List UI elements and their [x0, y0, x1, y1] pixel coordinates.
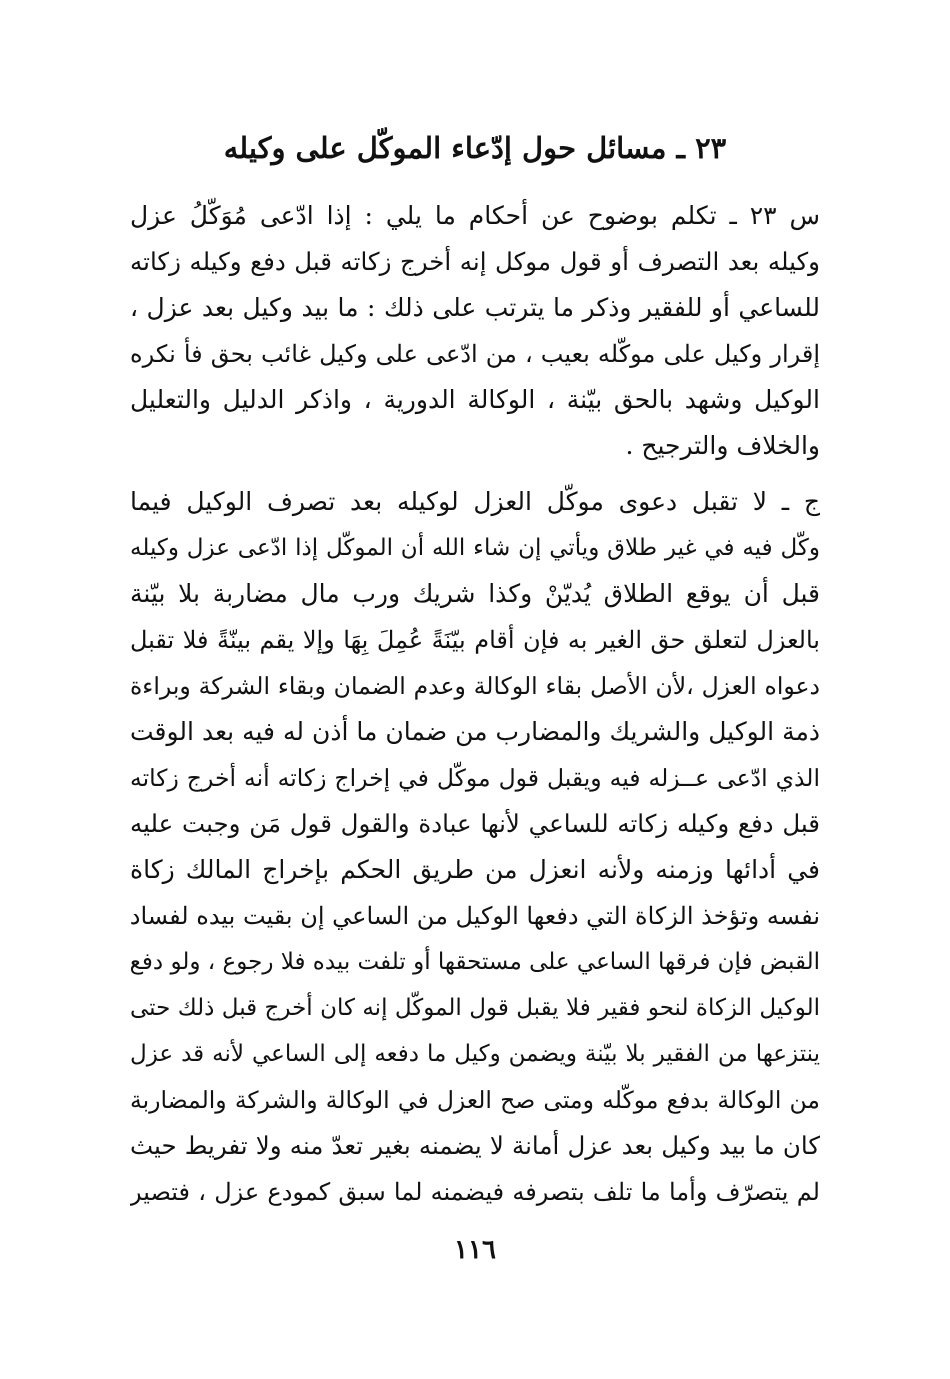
answer-line: بالعزل لتعلق حق الغير به فإن أقام بيّنَةً عُمِلَ بِهَا وإلا يقم بينّةً فلا تقبل	[130, 626, 820, 654]
answer-line: نفسه وتؤخذ الزكاة التي دفعها الوكيل من الساعي إن بقيت بيده لفساد	[130, 902, 820, 930]
answer-line: من الوكالة بدفع موكّله ومتى صح العزل في الوكالة والشركة والمضاربة	[130, 1086, 820, 1114]
answer-line: القبض فإن فرقها الساعي على مستحقها أو تلفت بيده فلا رجوع ، ولو دفع	[130, 949, 820, 975]
answer-line: قبل دفع وكيله زكاته للساعي لأنها عبادة والقول قول مَن وجبت عليه	[130, 809, 820, 838]
question-line: س ٢٣ ـ تكلم بوضوح عن أحكام ما يلي : إذا ادّعى مُوَكّلُ عزل	[130, 201, 820, 230]
answer-line: لم يتصرّف وأما ما تلف بتصرفه فيضمنه لما سبق كمودع عزل ، فتصير	[130, 1178, 820, 1206]
question-line: للساعي أو للفقير وذكر ما يترتب على ذلك : ما بيد وكيل بعد عزل ،	[130, 293, 820, 322]
answer-line: ج ـ لا تقبل دعوى موكّل العزل لوكيله بعد تصرف الوكيل فيما	[130, 487, 820, 516]
question-line: وكيله بعد التصرف أو قول موكل إنه أخرج زكاته قبل دفع وكيله زكاته	[130, 247, 820, 276]
answer-line: ينتزعها من الفقير بلا بيّنة ويضمن وكيل ما دفعه إلى الساعي لأنه قد عزل	[130, 1041, 820, 1067]
answer-line: الذي ادّعى عــزله فيه ويقبل قول موكّل في إخراج زكاته أنه أخرج زكاته	[130, 764, 820, 792]
question-line: والخلاف والترجيح .	[625, 431, 820, 460]
page-number: ١١٦	[454, 1235, 496, 1265]
answer-line: دعواه العزل ،لأن الأصل بقاء الوكالة وعدم الضمان وبقاء الشركة وبراءة	[130, 672, 820, 700]
answer-line: وكّل فيه في غير طلاق ويأتي إن شاء الله أن الموكّل إذا ادّعى عزل وكيله	[130, 535, 820, 561]
answer-line: ذمة الوكيل والشريك والمضارب من ضمان ما أذن له فيه بعد الوقت	[130, 717, 820, 746]
answer-line: في أدائها وزمنه ولأنه انعزل من طريق الحكم بإخراج المالك زكاة	[130, 855, 820, 884]
answer-line: قبل أن يوقع الطلاق يُديّنْ وكذا شريك ورب مال مضاربة بلا بيّنة	[130, 579, 820, 608]
question-line: إقرار وكيل على موكّله بعيب ، من ادّعى على وكيل غائب بحق فأ نكره	[130, 340, 820, 368]
section-heading: ٢٣ ـ مسائل حول إدّعاء الموكّل على وكيله	[223, 131, 727, 165]
answer-line: كان ما بيد وكيل بعد عزل أمانة لا يضمنه بغير تعدّ منه ولا تفريط حيث	[130, 1131, 820, 1160]
answer-line: الوكيل الزكاة لنحو فقير فلا يقبل قول الموكّل إنه كان أخرج قبل ذلك حتى	[130, 995, 820, 1021]
question-line: الوكيل وشهد بالحق بيّنة ، الوكالة الدورية ، واذكر الدليل والتعليل	[130, 385, 820, 414]
